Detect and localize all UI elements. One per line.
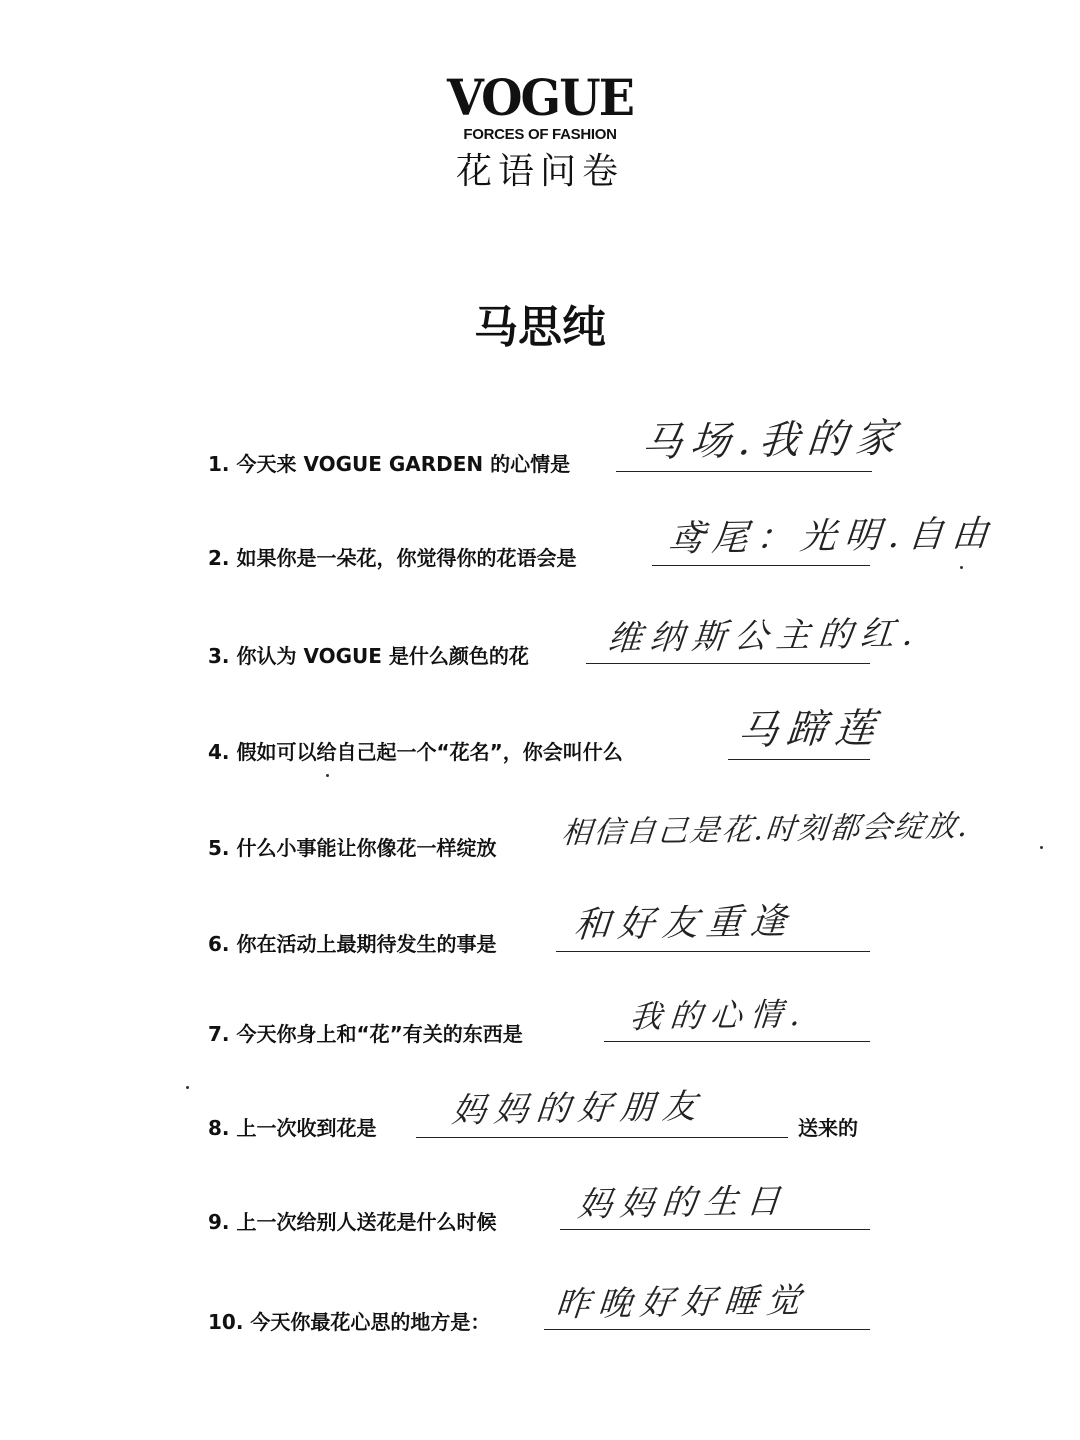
respondent-name: 马思纯 [474,302,606,353]
brand-header [0,70,1080,194]
question-1 [208,396,906,476]
answer-line [556,951,870,952]
handwritten-answer: 维纳斯公主的红. [606,613,923,660]
question-9 [208,1154,878,1234]
questionnaire-title: 花语问卷 [455,151,624,192]
handwritten-answer: 鸢尾：光明.自由 [666,513,998,561]
question-3 [208,588,923,668]
question-4 [208,684,885,764]
answer-line [416,1137,788,1138]
stray-mark [1040,846,1043,849]
question-10 [208,1254,878,1334]
question-label: 9. 上一次给别人送花是什么时候 [208,1210,497,1234]
handwritten-answer: 我的心情. [628,994,810,1037]
stray-mark [186,1086,189,1089]
question-label: 6. 你在活动上最期待发生的事是 [208,932,497,956]
question-label: 1. 今天来 VOGUE GARDEN 的心情是 [208,452,571,476]
answer-line [616,471,872,472]
question-5 [208,780,1068,860]
question-label: 10. 今天你最花心思的地方是： [208,1310,491,1334]
answer-line [604,1041,870,1042]
answer-line [586,663,870,664]
question-label: 7. 今天你身上和“花”有关的东西是 [208,1022,523,1046]
question-label: 4. 假如可以给自己起一个“花名”，你会叫什么 [208,740,623,764]
stray-mark [960,566,963,569]
handwritten-answer: 妈妈的生日 [576,1181,790,1226]
handwritten-answer: 妈妈的好朋友 [450,1086,707,1132]
question-2 [208,490,998,570]
question-label: 3. 你认为 VOGUE 是什么颜色的花 [208,644,529,668]
question-suffix: 送来的 [798,1116,858,1140]
question-8 [208,1060,878,1140]
question-6 [208,876,878,956]
question-label: 5. 什么小事能让你像花一样绽放 [208,836,497,860]
question-label: 8. 上一次收到花是 [208,1116,377,1140]
vogue-logo: VOGUE [446,68,634,127]
handwritten-answer: 昨晚好好睡觉 [554,1280,811,1326]
handwritten-answer: 马蹄莲 [736,705,885,755]
stray-mark [326,774,329,777]
handwritten-answer: 和好友重逢 [572,901,797,947]
answer-line [560,1229,870,1230]
question-7 [208,966,878,1046]
answer-line [544,1329,870,1330]
answer-line [728,759,870,760]
tagline: FORCES OF FASHION [463,126,617,143]
handwritten-answer: 马场.我的家 [640,415,906,467]
question-label: 2. 如果你是一朵花，你觉得你的花语会是 [208,546,577,570]
handwritten-answer: 相信自己是花.时刻都会绽放. [560,808,971,852]
answer-line [652,565,870,566]
